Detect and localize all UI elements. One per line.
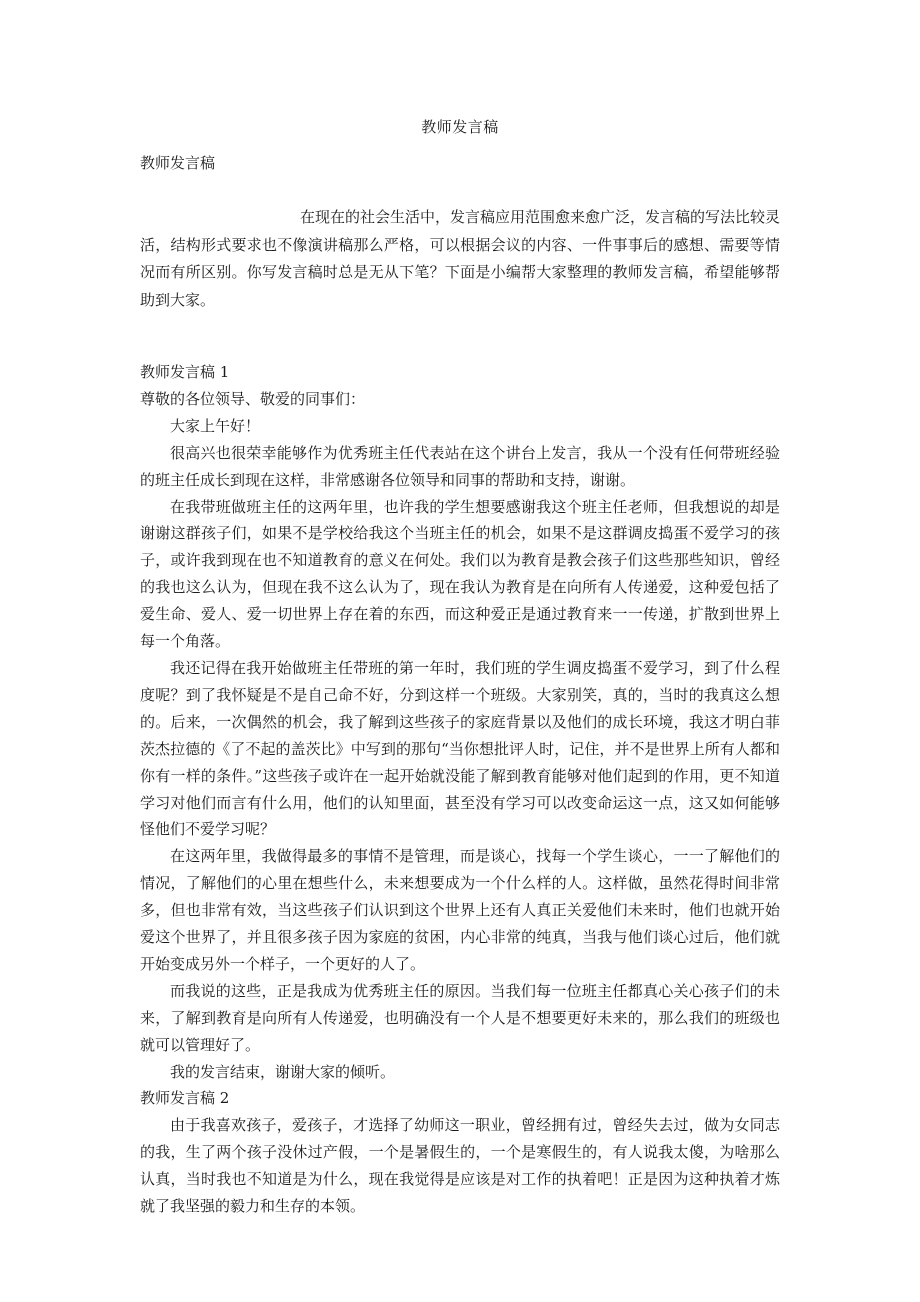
speech-1-greeting: 大家上午好！ xyxy=(170,416,261,435)
speech-1-heading: 教师发言稿 1 xyxy=(140,363,230,381)
intro-paragraph xyxy=(140,204,780,314)
document-subtitle: 教师发言稿 xyxy=(140,154,216,172)
speech-1-paragraph: 很高兴也很荣幸能够作为优秀班主任代表站在这个讲台上发言，我从一个没有任何带班经验的班主任成长到现在这样，非常感谢各位领导和同事的帮助和支持，谢谢。 xyxy=(140,443,780,489)
speech-body xyxy=(140,359,780,1220)
intro-text: 在现在的社会生活中，发言稿应用范围愈来愈广泛，发言稿的写法比较灵活，结构形式要求也不像演讲稿那么严格，可以根据会议的内容、一件事事后的感想、需要等情况而有所区别。你写发言稿时总是无从下笔？下面是小编帮大家整理的教师发言稿，希望能够帮助到大家。 xyxy=(140,208,781,309)
speech-1-paragraph: 而我说的这些，正是我成为优秀班主任的原因。当我们每一位班主任都真心关心孩子们的未来，了解到教育是向所有人传递爱，也明确没有一个人是不想要更好未来的，那么我们的班级也就可以管理好了。 xyxy=(140,981,780,1054)
speech-1-paragraph: 在这两年里，我做得最多的事情不是管理，而是谈心，找每一个学生谈心，一一了解他们的情况，了解他们的心里在想些什么，未来想要成为一个什么样的人。这样做，虽然花得时间非常多，但也非常有效，当这些孩子们认识到这个世界上还有人真正关爱他们未来时，他们也就开始爱这个世界了，并且很多孩子因为家庭的贫困，内心非常的纯真，当我与他们谈心过后，他们就开始变成另外一个样子，一个更好的人了。 xyxy=(140,847,780,973)
speech-1-salutation: 尊敬的各位领导、敬爱的同事们： xyxy=(140,389,366,408)
speech-1-closing: 我的发言结束，谢谢大家的倾听。 xyxy=(170,1062,396,1081)
speech-1-paragraph: 在我带班做班主任的这两年里，也许我的学生想要感谢我这个班主任老师，但我想说的却是谢谢这群孩子们，如果不是学校给我这个当班主任的机会，如果不是这群调皮捣蛋不爱学习的孩子，或许我到现在也不知道教育的意义在何处。我们以为教育是教会孩子们这些那些知识，曾经的我也这么认为，但现在我不这么认为了，现在我认为教育是在向所有人传递爱，这种爱包括了爱生命、爱人、爱一切世界上存在着的东西，而这种爱正是通过教育来一一传递，扩散到世界上每一个角落。 xyxy=(140,497,780,651)
speech-1-paragraph: 我还记得在我开始做班主任带班的第一年时，我们班的学生调皮捣蛋不爱学习，到了什么程度呢？到了我怀疑是不是自己命不好，分到这样一个班级。大家别笑，真的，当时的我真这么想的。后来，一次偶然的机会，我了解到这些孩子的家庭背景以及他们的成长环境，我这才明白菲茨杰拉德的《了不起的盖茨比》中写到的那句“当你想批评人时，记住，并不是世界上所有人都和你有一样的条件。”这些孩子或许在一起开始就没能了解到教育能够对他们起到的作用，更不知道学习对他们而言有什么用，他们的认知里面，甚至没有学习可以改变命运这一点，这又如何能够怪他们不爱学习呢？ xyxy=(140,658,780,839)
speech-2-heading: 教师发言稿 2 xyxy=(140,1089,230,1108)
speech-2-paragraph: 由于我喜欢孩子，爱孩子，才选择了幼师这一职业，曾经拥有过，曾经失去过，做为女同志的我，生了两个孩子没休过产假，一个是暑假生的，一个是寒假生的，有人说我太傻，为啥那么认真，当时我也不知道是为什么，现在我觉得是应该是对工作的执着吧！正是因为这种执着才炼就了我坚强的毅力和生存的本领。 xyxy=(140,1116,780,1216)
document-title: 教师发言稿 xyxy=(421,118,499,136)
